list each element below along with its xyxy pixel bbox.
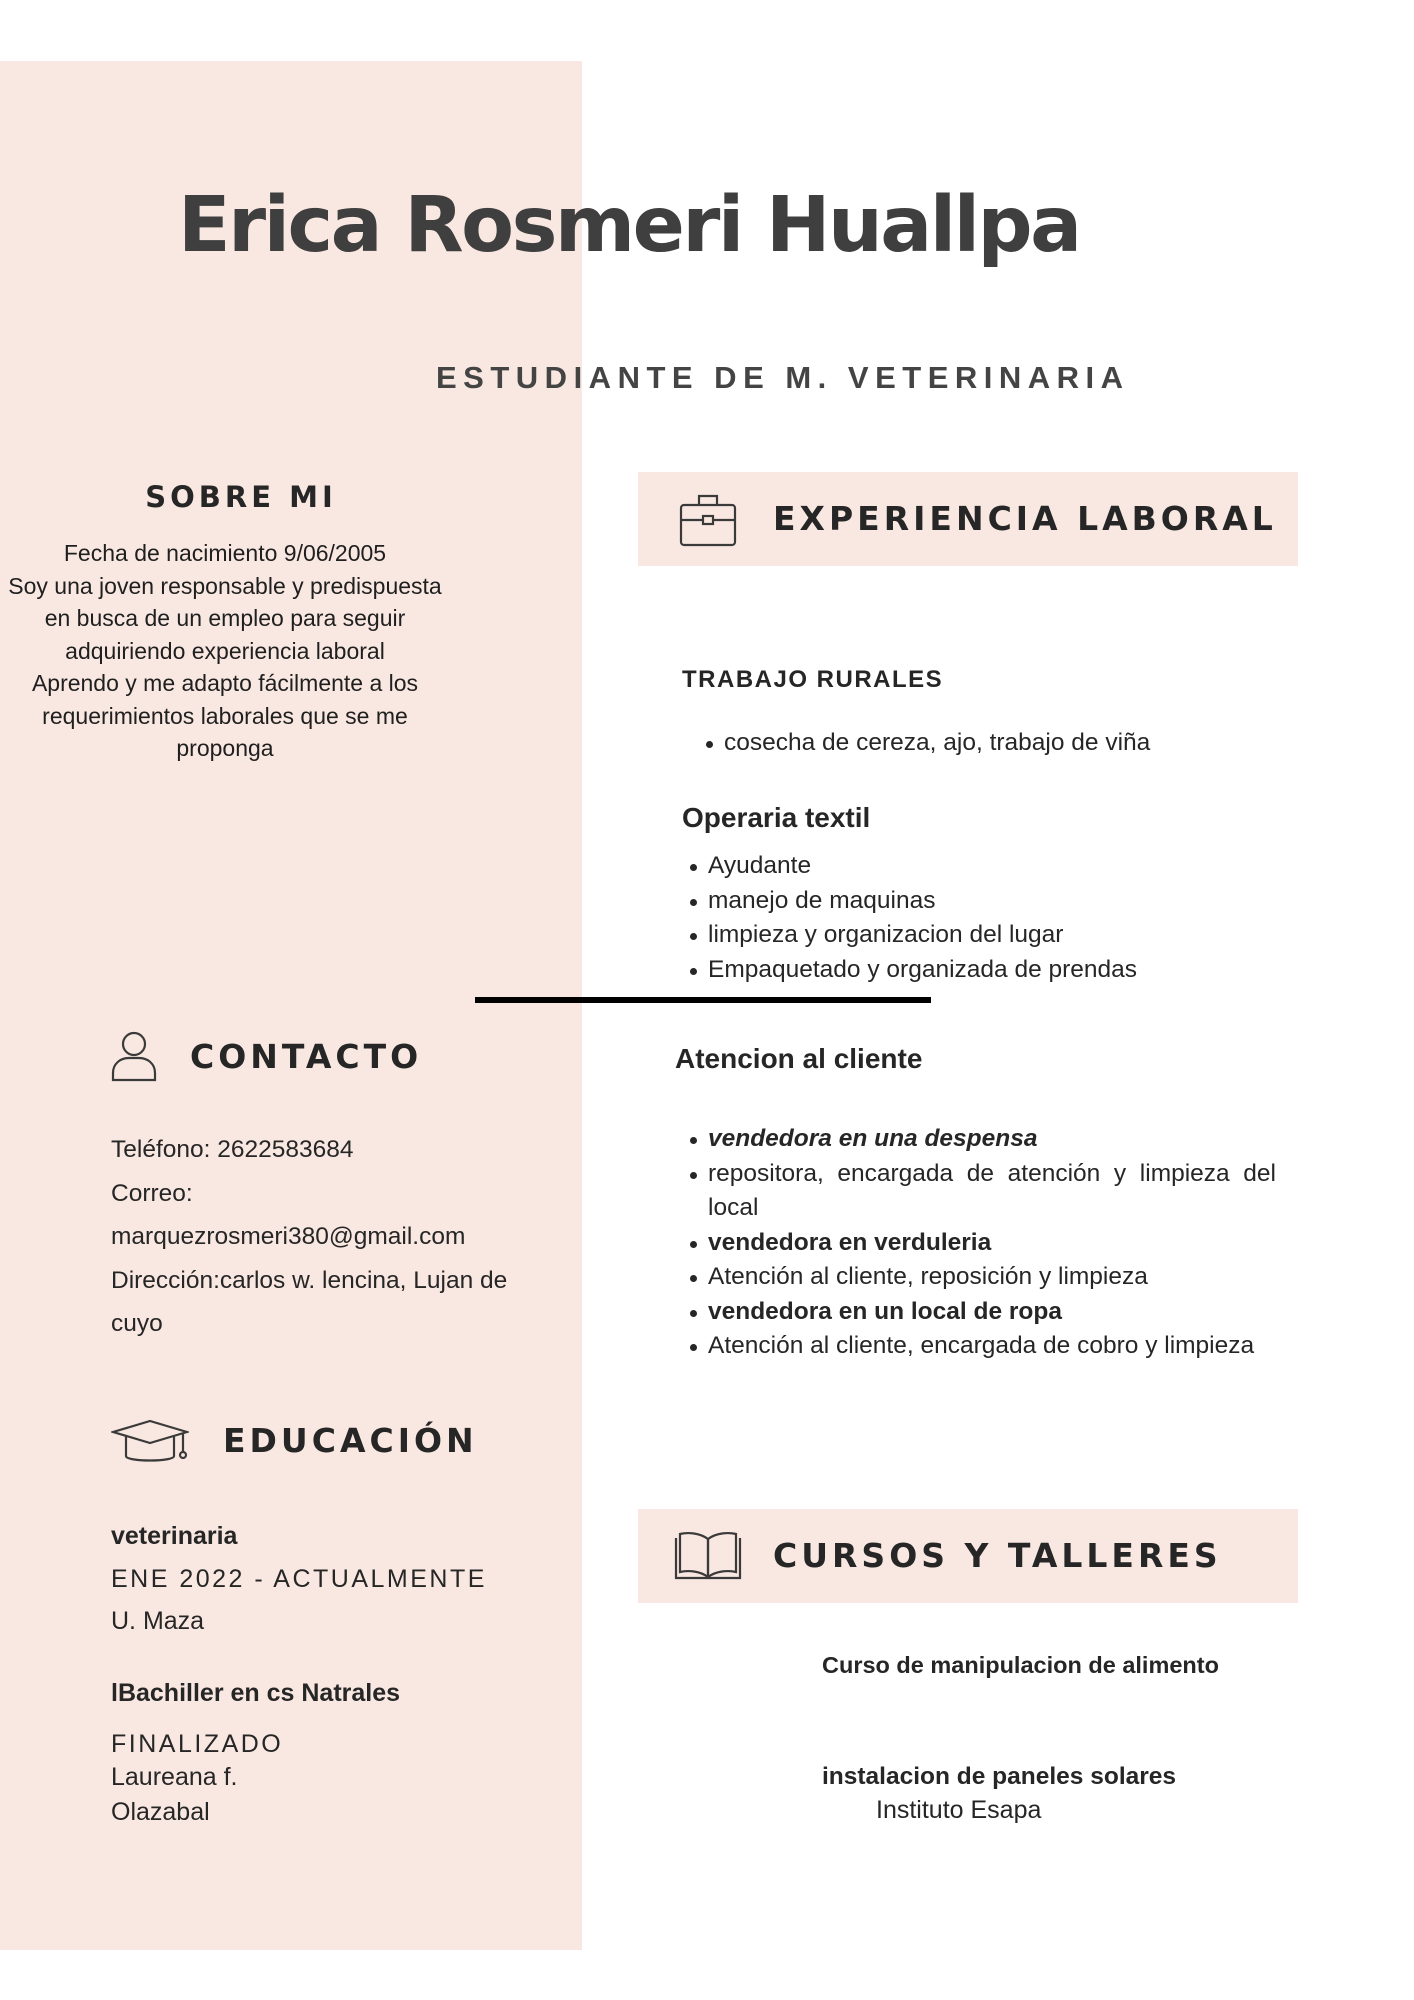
institution-name: U. Maza — [111, 1607, 205, 1635]
degree-name: veterinaria — [111, 1522, 238, 1550]
email-text: marquezrosmeri380@gmail.com — [111, 1223, 466, 1250]
job-duties-list — [704, 726, 1304, 761]
contact-details — [111, 1128, 561, 1346]
list-item: limpieza y organizacion del lugar — [688, 918, 1288, 953]
list-item: vendedora en un local de ropa — [688, 1295, 1276, 1330]
job-title: Atencion al cliente — [675, 1043, 923, 1074]
address-text: Dirección:carlos w. lencina, Lujan de cuyo — [111, 1266, 508, 1337]
divider-line — [475, 997, 931, 1003]
education-date: ENE 2022 - ACTUALMENTE — [111, 1565, 487, 1593]
job-subtitle: ESTUDIANTE DE M. VETERINARIA — [436, 360, 1130, 395]
graduation-cap-icon — [111, 1418, 189, 1468]
list-item: cosecha de cereza, ajo, trabajo de viña — [704, 726, 1304, 761]
job-title: Operaria textil — [682, 802, 871, 833]
list-item: Ayudante — [688, 849, 1288, 884]
email-label: Correo: — [111, 1179, 193, 1207]
contact-section-title: CONTACTO — [190, 1037, 423, 1076]
about-section-title: SOBRE MI — [145, 480, 337, 514]
list-item: Atención al cliente, reposición y limpieza — [688, 1260, 1276, 1295]
degree-name: lBachiller en cs Natrales — [111, 1679, 401, 1707]
list-item: vendedora en verduleria — [688, 1226, 1276, 1261]
about-paragraph: Aprendo y me adapto fácilmente a los requerimientos laborales que se me proponga — [31, 670, 419, 761]
open-book-icon — [674, 1529, 742, 1581]
course-institution: Instituto Esapa — [876, 1796, 1042, 1824]
about-paragraph: Fecha de nacimiento 9/06/2005 — [63, 540, 387, 566]
list-item: manejo de maquinas — [688, 884, 1288, 919]
courses-section-title: CURSOS Y TALLERES — [773, 1536, 1222, 1575]
user-icon — [110, 1030, 158, 1082]
about-paragraph: Soy una joven responsable y predispuesta en busca de un empleo para seguir adquiriendo experiencia laboral — [8, 572, 442, 664]
list-item: repositora, encargada de atención y limpieza del local — [688, 1157, 1276, 1226]
education-section-title: EDUCACIÓN — [223, 1421, 478, 1460]
list-item: vendedora en una despensa — [688, 1122, 1276, 1157]
list-item: Empaquetado y organizada de prendas — [688, 953, 1288, 988]
person-name: Erica Rosmeri Huallpa — [178, 181, 1080, 270]
courses-header-box — [638, 1509, 1298, 1603]
about-text — [0, 537, 450, 765]
experience-header-box — [638, 472, 1298, 566]
phone-text: Teléfono: 2622583684 — [111, 1136, 354, 1163]
job-duties-list — [688, 1122, 1276, 1364]
experience-section-title: EXPERIENCIA LABORAL — [773, 499, 1277, 538]
institution-name: Laureana f. Olazabal — [111, 1763, 238, 1826]
list-item: Atención al cliente, encargada de cobro y limpieza — [688, 1329, 1276, 1364]
job-duties-list — [688, 849, 1288, 987]
course-name: Curso de manipulacion de alimento — [822, 1652, 1219, 1678]
course-name: instalacion de paneles solares — [822, 1763, 1177, 1790]
briefcase-icon — [678, 490, 738, 548]
education-date: FINALIZADO — [111, 1730, 284, 1758]
sidebar-background — [0, 61, 582, 1950]
job-title: TRABAJO RURALES — [682, 666, 944, 693]
